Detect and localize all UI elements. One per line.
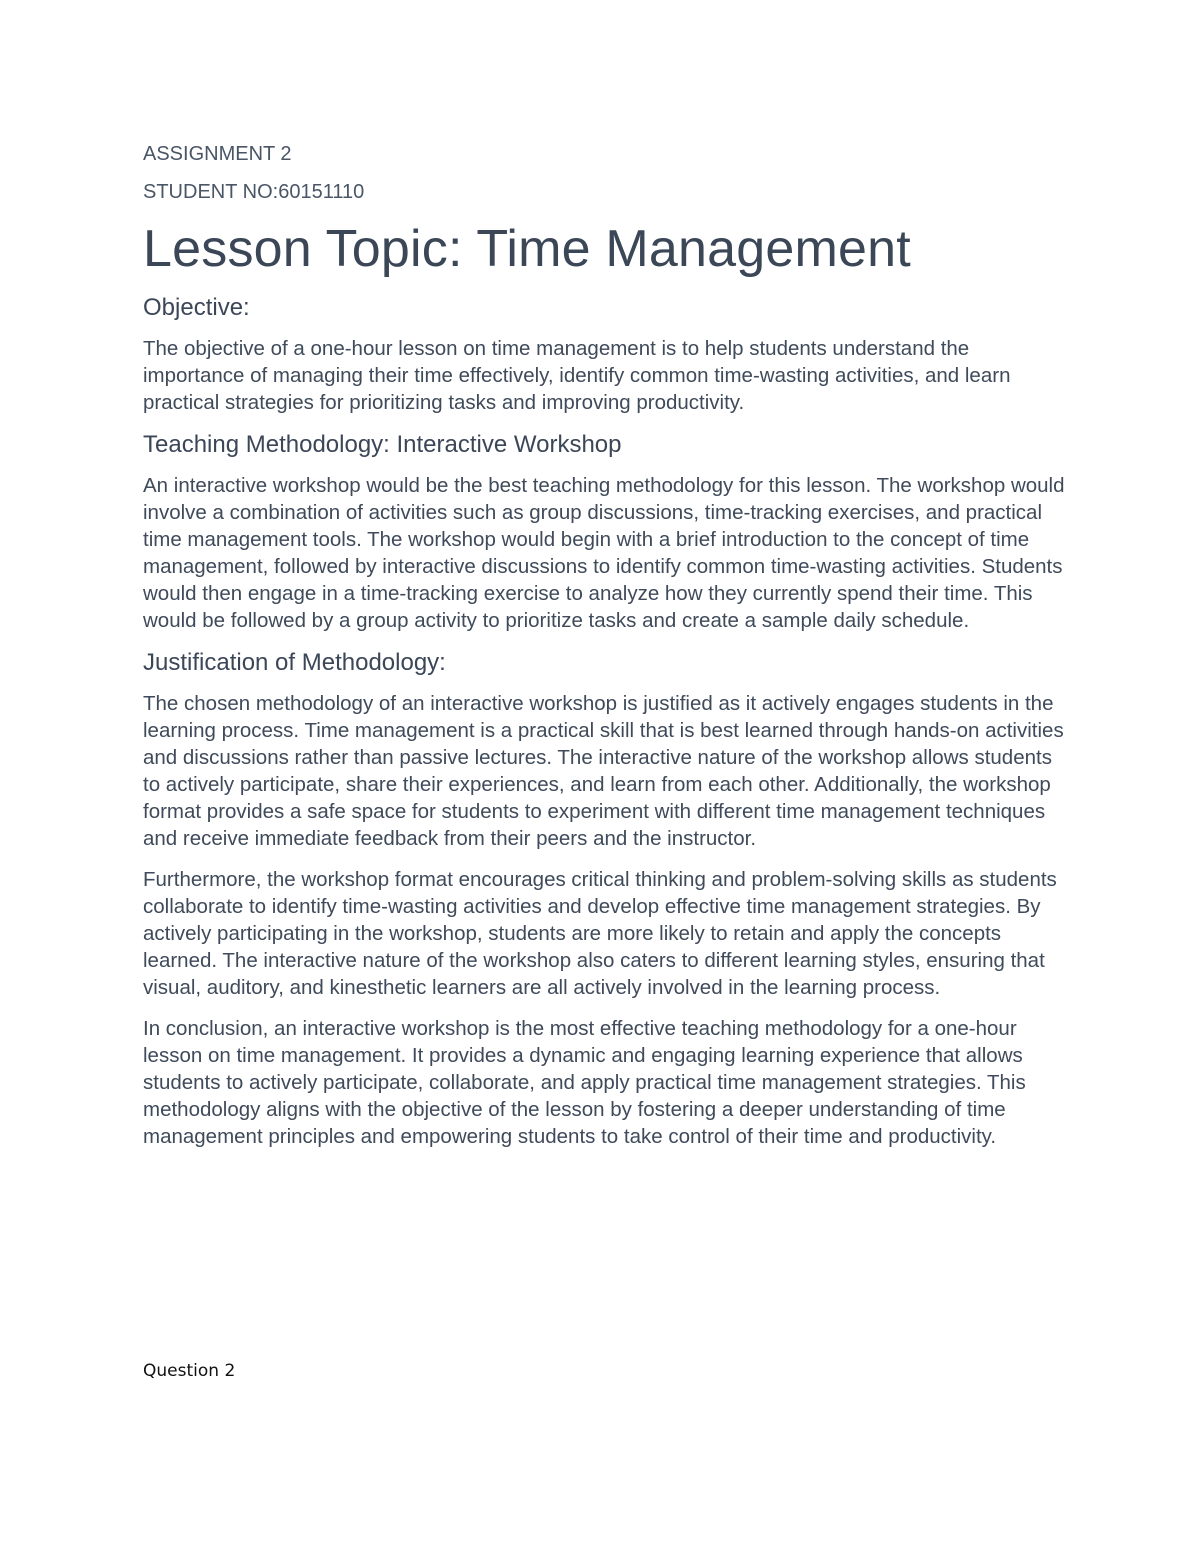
document-body [143, 141, 1073, 1164]
justification-heading: Justification of Methodology: [143, 649, 446, 676]
methodology-heading: Teaching Methodology: Interactive Workshop [143, 431, 622, 458]
lesson-title: Lesson Topic: Time Management [143, 220, 911, 278]
question-label: Question 2 [143, 1361, 236, 1381]
justification-paragraph-3: In conclusion, an interactive workshop is the most effective teaching methodology for a one-hour lesson on time management. It provides a dynamic and engaging learning experience that allows students to actively participate, collaborate, and apply practical time management strategies. This methodology aligns with the objective of the lesson by fostering a deeper understanding of time management principles and empowering students to take control of their time and productivity. [143, 1017, 1026, 1148]
student-number: STUDENT NO:60151110 [143, 181, 365, 203]
justification-paragraph-1: The chosen methodology of an interactive workshop is justified as it actively engages students in the learning process. Time management is a practical skill that is best learned through hands-on activities and discussions rather than passive lectures. The interactive nature of the workshop allows students to actively participate, share their experiences, and learn from each other. Additionally, the workshop format provides a safe space for students to experiment with different time management techniques and receive immediate feedback from their peers and the instructor. [143, 692, 1064, 850]
methodology-paragraph: An interactive workshop would be the best teaching methodology for this lesson. The workshop would involve a combination of activities such as group discussions, time-tracking exercises, and practical time management tools. The workshop would begin with a brief introduction to the concept of time management, followed by interactive discussions to identify common time-wasting activities. Students would then engage in a time-tracking exercise to analyze how they currently spend their time. This would be followed by a group activity to prioritize tasks and create a sample daily schedule. [143, 474, 1065, 632]
objective-paragraph: The objective of a one-hour lesson on time management is to help students understand the importance of managing their time effectively, identify common time-wasting activities, and learn practical strategies for prioritizing tasks and improving productivity. [143, 337, 1011, 414]
assignment-label: ASSIGNMENT 2 [143, 143, 292, 165]
justification-paragraph-2: Furthermore, the workshop format encourages critical thinking and problem-solving skills as students collaborate to identify time-wasting activities and develop effective time management strategies. By actively participating in the workshop, students are more likely to retain and apply the concepts learned. The interactive nature of the workshop also caters to different learning styles, ensuring that visual, auditory, and kinesthetic learners are all actively involved in the learning process. [143, 868, 1057, 999]
objective-heading: Objective: [143, 294, 250, 321]
